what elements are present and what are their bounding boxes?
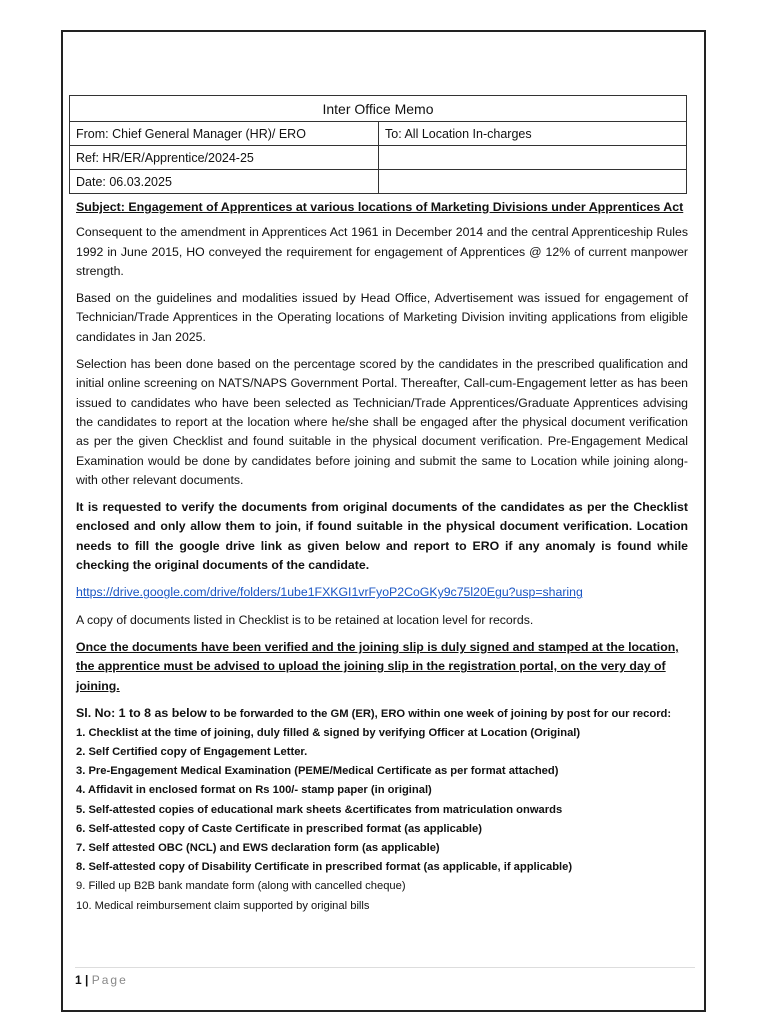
page-footer <box>75 967 695 987</box>
paragraph: Selection has been done based on the percentage scored by the candidates in the prescribed qualification and initial online screening on NATS/NAPS Government Portal. Thereafter, Call-cum-Engagement letter as has been issued to candidates who have been selected as Technician/Trade Apprentices/Graduate Apprentices advising the candidates to report at the location where he/she shall be engaged after the physical document verification as per the given Checklist and found suitable in the physical document verification. Pre-Engagement Medical Examination would be done by candidates before joining and submit the same to Location while joining along-with other relevant documents. <box>76 357 688 487</box>
list-heading <box>76 704 688 724</box>
list-item: 6. Self-attested copy of Caste Certificate in prescribed format (as applicable) <box>76 822 482 835</box>
memo-ref: Ref: HR/ER/Apprentice/2024-25 <box>70 146 379 170</box>
paragraph: Consequent to the amendment in Apprentices Act 1961 in December 2014 and the central Apprenticeship Rules 1992 in June 2015, HO conveyed the requirement for engagement of Apprentices @ 12% of current manpower strength. <box>76 225 688 278</box>
list-item: 5. Self-attested copies of educational mark sheets &certificates from matriculation onwards <box>76 803 563 816</box>
documents-list <box>76 724 688 916</box>
list-item: 4. Affidavit in enclosed format on Rs 100/- stamp paper (in original) <box>76 784 432 797</box>
list-heading-text: to be forwarded to the GM (ER), ERO within one week of joining by post for our record: <box>206 707 672 720</box>
empty-cell <box>379 146 687 170</box>
list-heading-prefix: Sl. No: 1 to 8 as below <box>76 705 207 720</box>
list-item: 10. Medical reimbursement claim supported by original bills <box>76 899 370 912</box>
memo-subject: Subject: Engagement of Apprentices at various locations of Marketing Divisions under Apprentices Act <box>76 200 684 214</box>
drive-link[interactable]: https://drive.google.com/drive/folders/1ube1FXKGI1vrFyoP2CoGKy9c75l20Egu?usp=sharing <box>76 585 583 600</box>
footer-separator: | <box>81 973 92 987</box>
list-item: 7. Self attested OBC (NCL) and EWS declaration form (as applicable) <box>76 842 440 855</box>
paragraph: Based on the guidelines and modalities issued by Head Office, Advertisement was issued for engagement of Technician/Trade Apprentices in the Operating locations of Marketing Division inviting applications from eligible candidates in Jan 2025. <box>76 291 688 344</box>
memo-body <box>76 198 688 916</box>
empty-cell <box>379 170 687 194</box>
paragraph-request: It is requested to verify the documents from original documents of the candidates as per the Checklist enclosed and only allow them to join, if found suitable in the physical document verification. Location needs to fill the google drive link as given below and report to ERO if any anomaly is found while checking the original documents of the candidate. <box>76 500 688 573</box>
retain-note: A copy of documents listed in Checklist is to be retained at location level for records. <box>76 612 534 627</box>
list-item: 1. Checklist at the time of joining, duly filled & signed by verifying Officer at Location (Original) <box>76 726 581 739</box>
list-item: 9. Filled up B2B bank mandate form (along with cancelled cheque) <box>76 880 406 893</box>
document-page <box>61 30 706 1012</box>
memo-header-table <box>69 95 687 194</box>
page-label: Page <box>91 973 128 987</box>
page-number: 1 <box>75 973 82 987</box>
list-item: 8. Self-attested copy of Disability Certificate in prescribed format (as applicable, if applicable) <box>76 861 573 874</box>
memo-title: Inter Office Memo <box>70 96 687 122</box>
memo-date: Date: 06.03.2025 <box>70 170 379 194</box>
joining-slip-note: Once the documents have been verified and the joining slip is duly signed and stamped at the location, the apprentice must be advised to upload the joining slip in the registration portal, on the very day of joining. <box>76 639 679 693</box>
memo-to: To: All Location In-charges <box>379 122 687 146</box>
list-item: 2. Self Certified copy of Engagement Letter. <box>76 746 308 759</box>
list-item: 3. Pre-Engagement Medical Examination (PEME/Medical Certificate as per format attached) <box>76 765 559 778</box>
memo-from: From: Chief General Manager (HR)/ ERO <box>70 122 379 146</box>
